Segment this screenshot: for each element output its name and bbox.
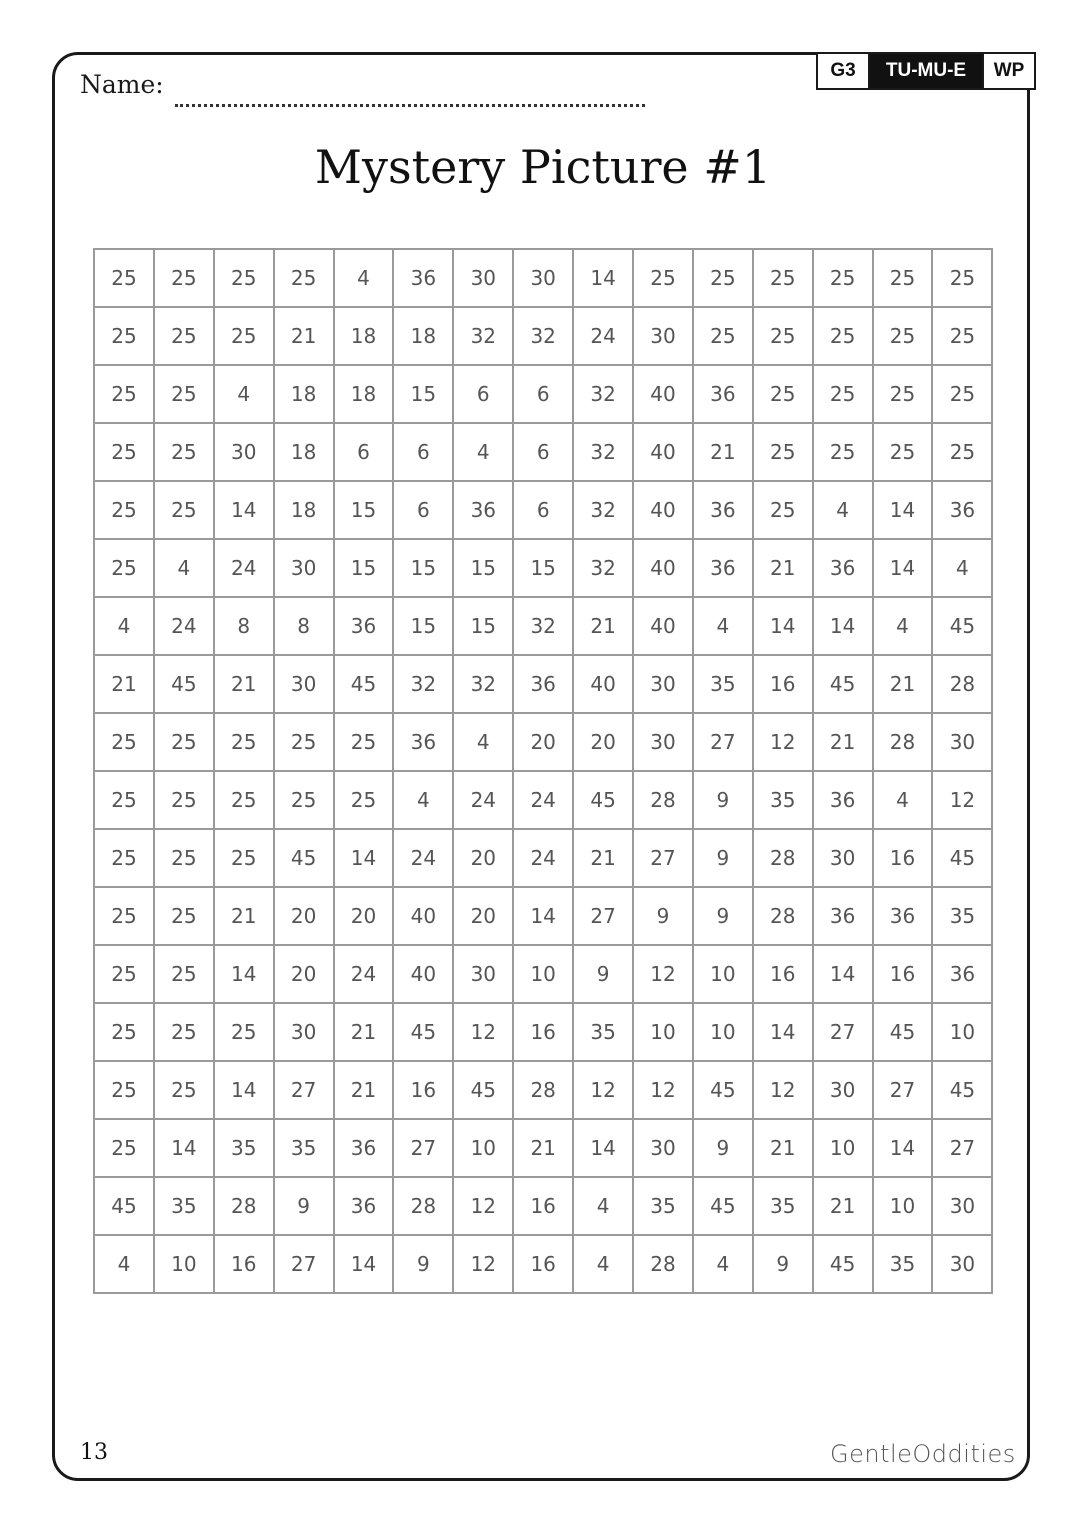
grid-cell[interactable]: 4 — [693, 597, 753, 655]
grid-cell[interactable]: 25 — [693, 249, 753, 307]
grid-cell[interactable]: 30 — [453, 249, 513, 307]
grid-cell[interactable]: 14 — [334, 1235, 394, 1293]
topic-badge: TU-MU-E — [870, 54, 982, 88]
grid-cell[interactable]: 10 — [873, 1177, 933, 1235]
grid-cell[interactable]: 24 — [513, 771, 573, 829]
grid-cell[interactable]: 35 — [693, 655, 753, 713]
grid-cell[interactable]: 32 — [393, 655, 453, 713]
grid-cell[interactable]: 28 — [753, 829, 813, 887]
grid-cell[interactable]: 30 — [633, 1119, 693, 1177]
grid-cell[interactable]: 12 — [573, 1061, 633, 1119]
grid-cell[interactable]: 21 — [214, 887, 274, 945]
grid-cell[interactable]: 20 — [274, 945, 334, 1003]
grid-cell[interactable]: 35 — [154, 1177, 214, 1235]
grid-cell[interactable]: 25 — [813, 249, 873, 307]
grid-cell[interactable]: 8 — [274, 597, 334, 655]
grid-cell[interactable]: 14 — [813, 945, 873, 1003]
grid-cell[interactable]: 25 — [214, 307, 274, 365]
grid-cell[interactable]: 25 — [932, 249, 992, 307]
grid-cell[interactable]: 25 — [154, 713, 214, 771]
grid-cell[interactable]: 15 — [393, 597, 453, 655]
grid-cell[interactable]: 36 — [873, 887, 933, 945]
grid-cell[interactable]: 45 — [334, 655, 394, 713]
grid-cell[interactable]: 25 — [753, 307, 813, 365]
grid-cell[interactable]: 30 — [932, 1177, 992, 1235]
grid-cell[interactable]: 45 — [393, 1003, 453, 1061]
grid-cell[interactable]: 18 — [393, 307, 453, 365]
grid-cell[interactable]: 36 — [334, 1119, 394, 1177]
grid-cell[interactable]: 24 — [453, 771, 513, 829]
grid-cell[interactable]: 45 — [813, 1235, 873, 1293]
grid-cell[interactable]: 30 — [274, 655, 334, 713]
grid-cell[interactable]: 30 — [633, 655, 693, 713]
grid-cell[interactable]: 36 — [453, 481, 513, 539]
grid-cell[interactable]: 25 — [154, 771, 214, 829]
grid-cell[interactable]: 30 — [813, 829, 873, 887]
grid-cell[interactable]: 25 — [94, 249, 154, 307]
grid-row — [94, 481, 992, 539]
grid-cell[interactable]: 28 — [633, 771, 693, 829]
grid-cell[interactable]: 20 — [453, 829, 513, 887]
grid-cell[interactable]: 25 — [94, 481, 154, 539]
grid-cell[interactable]: 25 — [94, 887, 154, 945]
grid-cell[interactable]: 20 — [453, 887, 513, 945]
grid-cell[interactable]: 15 — [453, 539, 513, 597]
grid-cell[interactable]: 40 — [573, 655, 633, 713]
grid-cell[interactable]: 25 — [154, 887, 214, 945]
grid-cell[interactable]: 27 — [274, 1061, 334, 1119]
grid-cell[interactable]: 35 — [633, 1177, 693, 1235]
grid-cell[interactable]: 25 — [154, 307, 214, 365]
grid-cell[interactable]: 20 — [513, 713, 573, 771]
grid-cell[interactable]: 9 — [753, 1235, 813, 1293]
grid-cell[interactable]: 25 — [94, 1119, 154, 1177]
grid-cell[interactable]: 9 — [693, 887, 753, 945]
grade-badge: G3 — [818, 54, 870, 88]
grid-cell[interactable]: 4 — [334, 249, 394, 307]
grid-cell[interactable]: 20 — [274, 887, 334, 945]
grid-row — [94, 597, 992, 655]
grid-cell[interactable]: 25 — [753, 423, 813, 481]
grid-cell[interactable]: 18 — [274, 365, 334, 423]
grid-cell[interactable]: 25 — [334, 713, 394, 771]
grid-cell[interactable]: 12 — [633, 945, 693, 1003]
grid-cell[interactable]: 32 — [573, 365, 633, 423]
grid-row — [94, 423, 992, 481]
grid-cell[interactable]: 25 — [633, 249, 693, 307]
grid-cell[interactable]: 16 — [753, 945, 813, 1003]
grid-cell[interactable]: 9 — [274, 1177, 334, 1235]
grid-cell[interactable]: 21 — [693, 423, 753, 481]
grid-cell[interactable]: 25 — [873, 365, 933, 423]
grid-cell[interactable]: 25 — [214, 829, 274, 887]
grid-cell[interactable]: 40 — [633, 597, 693, 655]
grid-cell[interactable]: 4 — [932, 539, 992, 597]
grid-cell[interactable]: 35 — [753, 1177, 813, 1235]
grid-cell[interactable]: 36 — [334, 1177, 394, 1235]
grid-row — [94, 887, 992, 945]
grid-cell[interactable]: 25 — [154, 365, 214, 423]
grid-cell[interactable]: 32 — [573, 423, 633, 481]
grid-cell[interactable]: 10 — [693, 1003, 753, 1061]
grid-cell[interactable]: 30 — [274, 539, 334, 597]
grid-cell[interactable]: 25 — [154, 249, 214, 307]
grid-row — [94, 365, 992, 423]
grid-cell[interactable]: 32 — [453, 655, 513, 713]
grid-cell[interactable]: 9 — [393, 1235, 453, 1293]
grid-cell[interactable]: 27 — [633, 829, 693, 887]
grid-row — [94, 655, 992, 713]
type-badge: WP — [982, 54, 1034, 88]
grid-cell[interactable]: 4 — [873, 771, 933, 829]
grid-cell[interactable]: 20 — [334, 887, 394, 945]
grid-cell[interactable]: 14 — [573, 249, 633, 307]
grid-cell[interactable]: 15 — [453, 597, 513, 655]
grid-cell[interactable]: 45 — [693, 1061, 753, 1119]
grid-cell[interactable]: 32 — [573, 481, 633, 539]
grid-cell[interactable]: 4 — [573, 1235, 633, 1293]
grid-cell[interactable]: 25 — [932, 307, 992, 365]
grid-cell[interactable]: 21 — [94, 655, 154, 713]
grid-cell[interactable]: 36 — [693, 365, 753, 423]
grid-cell[interactable]: 10 — [693, 945, 753, 1003]
grid-cell[interactable]: 32 — [573, 539, 633, 597]
grid-cell[interactable]: 14 — [873, 1119, 933, 1177]
grid-cell[interactable]: 27 — [813, 1003, 873, 1061]
grid-cell[interactable]: 45 — [573, 771, 633, 829]
grid-cell[interactable]: 25 — [94, 713, 154, 771]
grid-cell[interactable]: 36 — [693, 481, 753, 539]
grid-cell[interactable]: 16 — [214, 1235, 274, 1293]
grid-cell[interactable]: 15 — [334, 481, 394, 539]
grid-row — [94, 1003, 992, 1061]
grid-cell[interactable]: 16 — [513, 1177, 573, 1235]
grid-cell[interactable]: 30 — [214, 423, 274, 481]
grid-row — [94, 829, 992, 887]
grid-cell[interactable]: 27 — [932, 1119, 992, 1177]
grid-cell[interactable]: 30 — [633, 713, 693, 771]
grid-cell[interactable]: 21 — [873, 655, 933, 713]
grid-cell[interactable]: 36 — [932, 945, 992, 1003]
grid-cell[interactable]: 40 — [393, 887, 453, 945]
grid-cell[interactable]: 4 — [873, 597, 933, 655]
grid-cell[interactable]: 4 — [573, 1177, 633, 1235]
grid-cell[interactable]: 25 — [214, 713, 274, 771]
grid-cell[interactable]: 21 — [334, 1061, 394, 1119]
grid-cell[interactable]: 28 — [932, 655, 992, 713]
grid-cell[interactable]: 25 — [214, 249, 274, 307]
grid-cell[interactable]: 25 — [94, 423, 154, 481]
grid-cell[interactable]: 40 — [393, 945, 453, 1003]
grid-cell[interactable]: 16 — [753, 655, 813, 713]
grid-cell[interactable]: 28 — [513, 1061, 573, 1119]
grid-cell[interactable]: 18 — [334, 307, 394, 365]
grid-cell[interactable]: 45 — [873, 1003, 933, 1061]
grid-cell[interactable]: 25 — [154, 1003, 214, 1061]
grid-cell[interactable]: 25 — [154, 481, 214, 539]
grid-cell[interactable]: 45 — [932, 1061, 992, 1119]
grid-cell[interactable]: 21 — [573, 597, 633, 655]
grid-cell[interactable]: 20 — [573, 713, 633, 771]
grid-cell[interactable]: 24 — [573, 307, 633, 365]
page-number: 13 — [80, 1440, 108, 1465]
grid-cell[interactable]: 45 — [932, 829, 992, 887]
grid-cell[interactable]: 45 — [154, 655, 214, 713]
grid-cell[interactable]: 30 — [932, 713, 992, 771]
grid-cell[interactable]: 25 — [94, 307, 154, 365]
grid-cell[interactable]: 28 — [753, 887, 813, 945]
grid-cell[interactable]: 25 — [693, 307, 753, 365]
grid-cell[interactable]: 45 — [932, 597, 992, 655]
grid-cell[interactable]: 28 — [633, 1235, 693, 1293]
grid-cell[interactable]: 25 — [873, 249, 933, 307]
grid-cell[interactable]: 18 — [334, 365, 394, 423]
grid-cell[interactable]: 12 — [753, 713, 813, 771]
grid-cell[interactable]: 25 — [94, 1061, 154, 1119]
grid-cell[interactable]: 18 — [274, 481, 334, 539]
grid-cell[interactable]: 25 — [753, 365, 813, 423]
grid-cell[interactable]: 14 — [214, 1061, 274, 1119]
grid-cell[interactable]: 24 — [513, 829, 573, 887]
grid-cell[interactable]: 21 — [274, 307, 334, 365]
grid-row — [94, 771, 992, 829]
grid-cell[interactable]: 27 — [573, 887, 633, 945]
grid-cell[interactable]: 6 — [513, 365, 573, 423]
grid-cell[interactable]: 10 — [932, 1003, 992, 1061]
mystery-grid — [93, 248, 993, 1294]
grid-cell[interactable]: 35 — [753, 771, 813, 829]
grid-cell[interactable]: 4 — [393, 771, 453, 829]
grid-cell[interactable]: 25 — [813, 423, 873, 481]
grid-cell[interactable]: 21 — [573, 829, 633, 887]
grid-cell[interactable]: 6 — [453, 365, 513, 423]
grid-cell[interactable]: 15 — [513, 539, 573, 597]
grid-cell[interactable]: 25 — [274, 249, 334, 307]
grid-cell[interactable]: 6 — [334, 423, 394, 481]
grid-cell[interactable]: 14 — [154, 1119, 214, 1177]
brand-logo: GentleOddities — [830, 1440, 1016, 1468]
grid-cell[interactable]: 14 — [513, 887, 573, 945]
grid-cell[interactable]: 32 — [513, 307, 573, 365]
name-field[interactable] — [175, 104, 645, 107]
grid-cell[interactable]: 25 — [274, 771, 334, 829]
grid-cell[interactable]: 14 — [873, 539, 933, 597]
grid-cell[interactable]: 6 — [513, 423, 573, 481]
name-label: Name: — [80, 70, 164, 99]
grid-cell[interactable]: 27 — [274, 1235, 334, 1293]
grid-cell[interactable]: 25 — [154, 829, 214, 887]
grid-row — [94, 307, 992, 365]
grid-cell[interactable]: 18 — [274, 423, 334, 481]
grid-cell[interactable]: 10 — [813, 1119, 873, 1177]
grid-cell[interactable]: 25 — [753, 249, 813, 307]
grid-cell[interactable]: 4 — [693, 1235, 753, 1293]
grid-cell[interactable]: 25 — [154, 423, 214, 481]
grid-cell[interactable]: 12 — [453, 1177, 513, 1235]
grid-cell[interactable]: 25 — [94, 945, 154, 1003]
grid-cell[interactable]: 6 — [393, 423, 453, 481]
grid-cell[interactable]: 16 — [873, 829, 933, 887]
grid-cell[interactable]: 25 — [334, 771, 394, 829]
grid-cell[interactable]: 15 — [393, 539, 453, 597]
grid-cell[interactable]: 10 — [633, 1003, 693, 1061]
grid-cell[interactable]: 35 — [274, 1119, 334, 1177]
level-badge — [816, 52, 1036, 90]
grid-cell[interactable]: 25 — [932, 423, 992, 481]
grid-cell[interactable]: 21 — [334, 1003, 394, 1061]
grid-cell[interactable]: 14 — [214, 481, 274, 539]
grid-cell[interactable]: 30 — [513, 249, 573, 307]
grid-row — [94, 1235, 992, 1293]
grid-cell[interactable]: 30 — [453, 945, 513, 1003]
grid-cell[interactable]: 30 — [633, 307, 693, 365]
grid-cell[interactable]: 16 — [873, 945, 933, 1003]
grid-cell[interactable]: 45 — [274, 829, 334, 887]
grid-cell[interactable]: 25 — [753, 481, 813, 539]
grid-cell[interactable]: 35 — [214, 1119, 274, 1177]
grid-cell[interactable]: 24 — [334, 945, 394, 1003]
grid-cell[interactable]: 36 — [393, 713, 453, 771]
grid-cell[interactable]: 30 — [274, 1003, 334, 1061]
grid-cell[interactable]: 14 — [214, 945, 274, 1003]
grid-cell[interactable]: 27 — [873, 1061, 933, 1119]
grid-cell[interactable]: 4 — [453, 423, 513, 481]
grid-cell[interactable]: 25 — [94, 1003, 154, 1061]
grid-cell[interactable]: 12 — [453, 1003, 513, 1061]
grid-cell[interactable]: 16 — [393, 1061, 453, 1119]
grid-cell[interactable]: 45 — [693, 1177, 753, 1235]
grid-cell[interactable]: 14 — [873, 481, 933, 539]
grid-cell[interactable]: 25 — [94, 771, 154, 829]
grid-cell[interactable]: 25 — [813, 365, 873, 423]
grid-cell[interactable]: 14 — [753, 1003, 813, 1061]
grid-cell[interactable]: 12 — [633, 1061, 693, 1119]
grid-cell[interactable]: 8 — [214, 597, 274, 655]
grid-cell[interactable]: 32 — [513, 597, 573, 655]
grid-cell[interactable]: 21 — [813, 713, 873, 771]
grid-cell[interactable]: 25 — [214, 771, 274, 829]
grid-cell[interactable]: 9 — [693, 771, 753, 829]
grid-cell[interactable]: 4 — [214, 365, 274, 423]
grid-cell[interactable]: 10 — [453, 1119, 513, 1177]
grid-cell[interactable]: 9 — [573, 945, 633, 1003]
grid-cell[interactable]: 24 — [393, 829, 453, 887]
grid-cell[interactable]: 21 — [214, 655, 274, 713]
grid-cell[interactable]: 21 — [513, 1119, 573, 1177]
grid-cell[interactable]: 36 — [932, 481, 992, 539]
grid-cell[interactable]: 45 — [813, 655, 873, 713]
grid-cell[interactable]: 15 — [334, 539, 394, 597]
grid-cell[interactable]: 21 — [753, 1119, 813, 1177]
grid-row — [94, 1177, 992, 1235]
grid-cell[interactable]: 40 — [633, 539, 693, 597]
grid-row — [94, 1061, 992, 1119]
grid-cell[interactable]: 36 — [813, 771, 873, 829]
grid-cell[interactable]: 16 — [513, 1235, 573, 1293]
grid-cell[interactable]: 12 — [932, 771, 992, 829]
grid-cell[interactable]: 9 — [693, 829, 753, 887]
grid-cell[interactable]: 4 — [94, 597, 154, 655]
grid-cell[interactable]: 12 — [753, 1061, 813, 1119]
grid-cell[interactable]: 40 — [633, 365, 693, 423]
grid-cell[interactable]: 28 — [214, 1177, 274, 1235]
grid-cell[interactable]: 40 — [633, 481, 693, 539]
grid-cell[interactable]: 24 — [214, 539, 274, 597]
grid-cell[interactable]: 25 — [873, 307, 933, 365]
grid-cell[interactable]: 45 — [453, 1061, 513, 1119]
grid-cell[interactable]: 40 — [633, 423, 693, 481]
grid-cell[interactable]: 25 — [94, 365, 154, 423]
grid-row — [94, 539, 992, 597]
grid-cell[interactable]: 14 — [813, 597, 873, 655]
grid-cell[interactable]: 25 — [873, 423, 933, 481]
grid-cell[interactable]: 4 — [813, 481, 873, 539]
grid-cell[interactable]: 45 — [94, 1177, 154, 1235]
grid-cell[interactable]: 32 — [453, 307, 513, 365]
grid-cell[interactable]: 35 — [573, 1003, 633, 1061]
grid-cell[interactable]: 4 — [94, 1235, 154, 1293]
grid-cell[interactable]: 25 — [94, 829, 154, 887]
grid-cell[interactable]: 36 — [813, 887, 873, 945]
grid-cell[interactable]: 12 — [453, 1235, 513, 1293]
grid-cell[interactable]: 6 — [513, 481, 573, 539]
grid-cell[interactable]: 24 — [154, 597, 214, 655]
grid-cell[interactable]: 27 — [693, 713, 753, 771]
grid-cell[interactable]: 30 — [932, 1235, 992, 1293]
grid-cell[interactable]: 9 — [633, 887, 693, 945]
grid-row — [94, 249, 992, 307]
grid-cell[interactable]: 16 — [513, 1003, 573, 1061]
grid-cell[interactable]: 14 — [334, 829, 394, 887]
grid-cell[interactable]: 25 — [94, 539, 154, 597]
grid-row — [94, 1119, 992, 1177]
grid-cell[interactable]: 14 — [573, 1119, 633, 1177]
grid-cell[interactable]: 25 — [154, 1061, 214, 1119]
grid-cell[interactable]: 35 — [873, 1235, 933, 1293]
grid-cell[interactable]: 35 — [932, 887, 992, 945]
grid-cell[interactable]: 28 — [393, 1177, 453, 1235]
grid-cell[interactable]: 36 — [334, 597, 394, 655]
grid-cell[interactable]: 21 — [813, 1177, 873, 1235]
grid-cell[interactable]: 36 — [813, 539, 873, 597]
grid-cell[interactable]: 15 — [393, 365, 453, 423]
grid-cell[interactable]: 25 — [932, 365, 992, 423]
grid-cell[interactable]: 36 — [393, 249, 453, 307]
grid-cell[interactable]: 9 — [693, 1119, 753, 1177]
grid-cell[interactable]: 10 — [513, 945, 573, 1003]
grid-cell[interactable]: 28 — [873, 713, 933, 771]
grid-cell[interactable]: 27 — [393, 1119, 453, 1177]
grid-cell[interactable]: 4 — [154, 539, 214, 597]
grid-cell[interactable]: 6 — [393, 481, 453, 539]
grid-cell[interactable]: 25 — [214, 1003, 274, 1061]
grid-cell[interactable]: 36 — [513, 655, 573, 713]
page-title: Mystery Picture #1 — [314, 140, 772, 194]
grid-cell[interactable]: 25 — [274, 713, 334, 771]
grid-cell[interactable]: 25 — [813, 307, 873, 365]
grid-row — [94, 713, 992, 771]
grid-cell[interactable]: 36 — [693, 539, 753, 597]
grid-row — [94, 945, 992, 1003]
grid-cell[interactable]: 30 — [813, 1061, 873, 1119]
grid-cell[interactable]: 25 — [154, 945, 214, 1003]
grid-cell[interactable]: 21 — [753, 539, 813, 597]
grid-cell[interactable]: 4 — [453, 713, 513, 771]
grid-cell[interactable]: 10 — [154, 1235, 214, 1293]
grid-cell[interactable]: 14 — [753, 597, 813, 655]
